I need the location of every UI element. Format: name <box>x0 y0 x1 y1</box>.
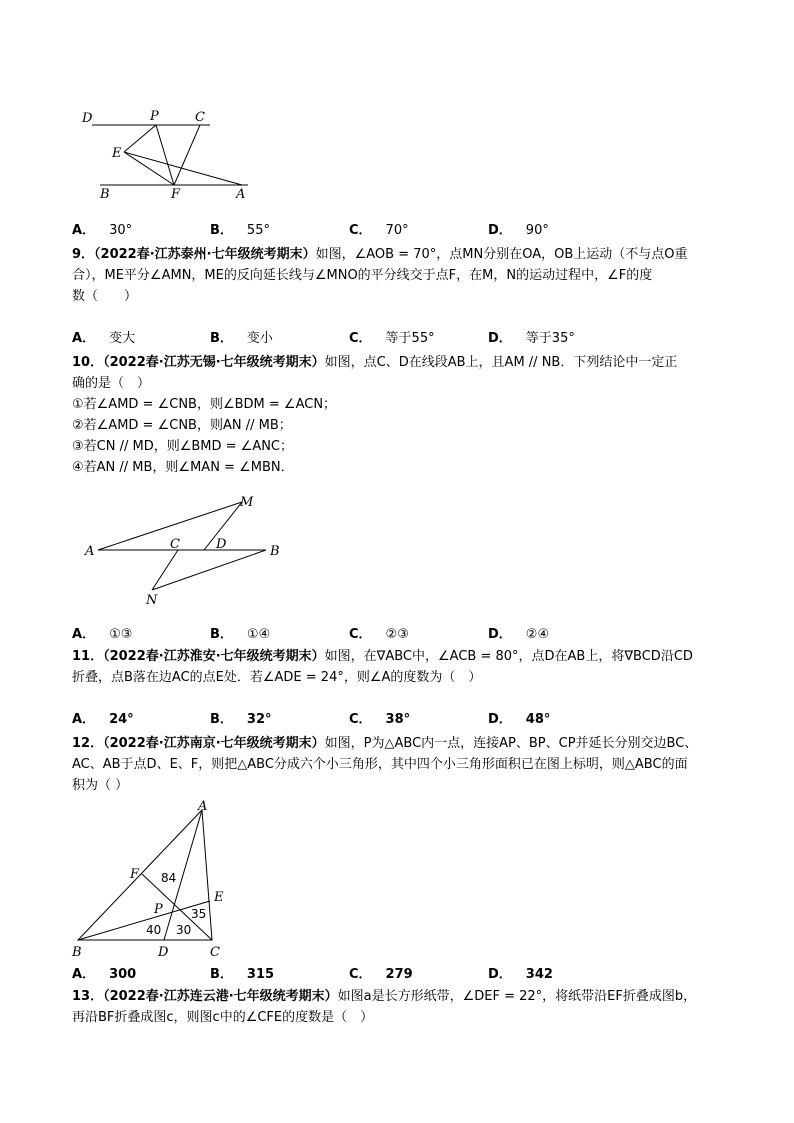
fig8-label-a: A <box>236 187 246 202</box>
fig8-label-e: E <box>112 146 122 161</box>
q11-option-a[interactable]: A． 24° <box>72 712 134 727</box>
fig12-label-a: A <box>198 799 208 814</box>
figure-q10 <box>80 490 300 610</box>
fig8-label-b: B <box>100 187 110 202</box>
fig12-area-35: 35 <box>191 907 207 921</box>
q9-question: 9．（2022春·江苏泰州·七年级统考期末）如图，∠AOB = 70°，点MN分别在OA，OB上运动（不与点O重 合），ME平分∠AMN，ME的反向延长线与∠MNO的平分线交于点F，在M，N的运动过程中，∠F的度 数（ ） <box>72 247 688 304</box>
q11-option-b[interactable]: B． 32° <box>210 712 272 727</box>
fig12-label-c: C <box>210 945 220 960</box>
fig8-label-p: P <box>150 109 159 124</box>
q13-question: 13．（2022春·江苏连云港·七年级统考期末）如图a是长方形纸带，∠DEF = 22°，将纸带沿EF折叠成图b， 再沿BF折叠成图c，则图c中的∠CFE的度数是（ ） <box>72 989 697 1025</box>
fig12-area-40: 40 <box>146 923 162 937</box>
q10-option-c[interactable]: C． ②③ <box>349 627 409 642</box>
q12-question: 12．（2022春·江苏南京·七年级统考期末）如图，P为△ABC内一点，连接AP、BP、CP并延长分别交边BC、 AC、AB于点D、E、F，则把△ABC分成六个小三角形，其中四个小三角形面积已在图上标明，则△ABC的面 积为（ ） <box>72 736 698 793</box>
figure-q12 <box>66 798 246 962</box>
q12-option-c[interactable]: C． 279 <box>349 967 413 982</box>
fig10-label-m: M <box>240 495 254 510</box>
fig10-label-d: D <box>216 537 227 552</box>
q9-option-b[interactable]: B． 变小 <box>210 331 273 346</box>
q8-option-c[interactable]: C． 70° <box>349 223 409 238</box>
q12-option-a[interactable]: A． 300 <box>72 967 137 982</box>
fig12-label-d: D <box>158 945 169 960</box>
figure-q8 <box>70 100 270 210</box>
q8-option-a[interactable]: A． 30° <box>72 223 133 238</box>
q9-option-a[interactable]: A． 变大 <box>72 331 136 346</box>
fig8-label-c: C <box>195 110 205 125</box>
fig12-label-p: P <box>154 902 163 917</box>
q11-option-d[interactable]: D． 48° <box>488 712 551 727</box>
fig8-label-f: F <box>171 187 181 202</box>
q12-option-b[interactable]: B． 315 <box>210 967 275 982</box>
q9-option-d[interactable]: D． 等于35° <box>488 331 575 346</box>
fig12-label-b: B <box>72 945 82 960</box>
fig10-label-a: A <box>85 544 95 559</box>
fig12-area-30: 30 <box>176 923 192 937</box>
q10-option-a[interactable]: A． ①③ <box>72 627 133 642</box>
q12-option-d[interactable]: D． 342 <box>488 967 553 982</box>
q10-option-b[interactable]: B． ①④ <box>210 627 271 642</box>
fig10-label-n: N <box>146 593 158 608</box>
fig10-label-b: B <box>270 544 280 559</box>
q8-option-d[interactable]: D． 90° <box>488 223 549 238</box>
q8-option-b[interactable]: B． 55° <box>210 223 270 238</box>
q11-question: 11．（2022春·江苏淮安·七年级统考期末）如图，在∇ABC中，∠ACB = 80°，点D在AB上，将∇BCD沿CD 折叠，点B落在边AC的点E处．若∠ADE = 24°，则∠A的度数为（ ） <box>72 649 693 685</box>
q11-option-c[interactable]: C． 38° <box>349 712 411 727</box>
fig12-area-84: 84 <box>161 871 177 885</box>
q10-option-d[interactable]: D． ②④ <box>488 627 550 642</box>
fig10-label-c: C <box>170 537 180 552</box>
fig8-label-d: D <box>82 111 93 126</box>
q9-option-c[interactable]: C． 等于55° <box>349 331 435 346</box>
fig12-label-f: F <box>130 867 140 882</box>
q10-question: 10．（2022春·江苏无锡·七年级统考期末）如图，点C、D在线段AB上，且AM // NB．下列结论中一定正 确的是（ ） ①若∠AMD = ∠CNB，则∠BDM = ∠ACN； ②若∠AMD = ∠CNB，则AN // MB； ③若CN // MD，则∠BMD = ∠ANC； ④若AN // MB，则∠MAN = ∠MBN． <box>72 355 678 475</box>
fig12-label-e: E <box>214 890 224 905</box>
